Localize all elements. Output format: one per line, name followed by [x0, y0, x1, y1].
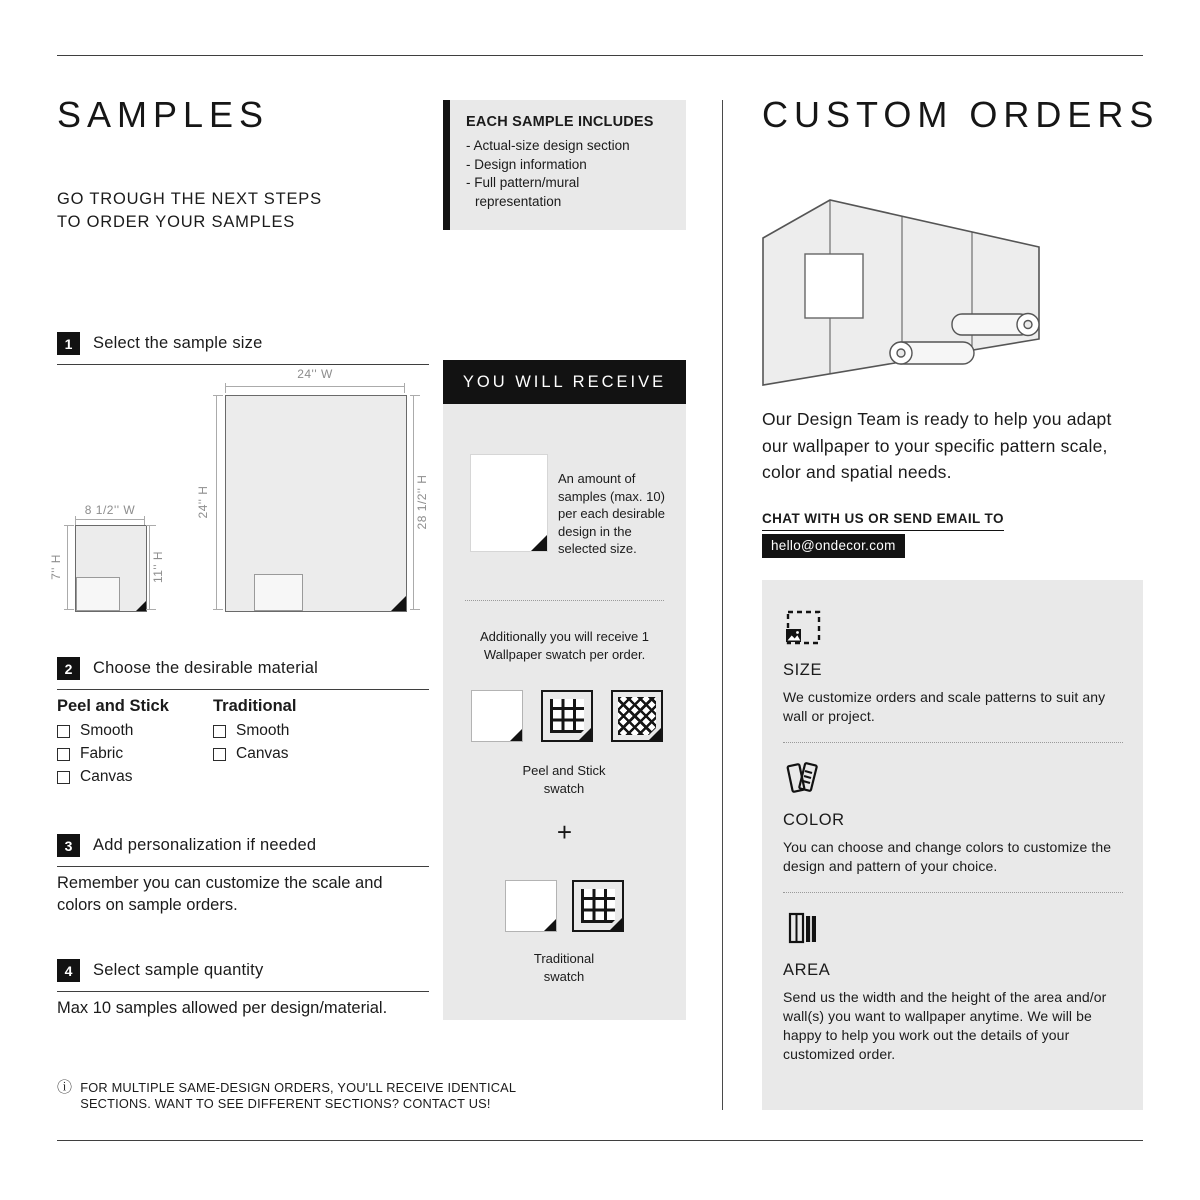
column-divider [722, 100, 723, 1110]
feature-size [783, 608, 1123, 726]
peel-and-stick-title: Peel and Stick [57, 697, 169, 715]
step-1-number: 1 [57, 332, 80, 355]
large-height-dimension-line-left [216, 395, 217, 610]
small-height-label-left: 7'' H [49, 554, 63, 580]
swatch-plain-graphic [505, 880, 557, 932]
wallpaper-rolls-icon [783, 908, 823, 948]
checkbox-icon[interactable] [57, 725, 70, 738]
material-option-label: Canvas [80, 768, 133, 785]
material-option-label: Fabric [80, 745, 124, 762]
folded-corner-icon [544, 919, 556, 931]
color-swatches-icon [783, 758, 823, 798]
additional-swatch-text: Additionally you will receive 1 Wallpaper swatch per order. [479, 629, 650, 662]
checkbox-icon[interactable] [57, 771, 70, 784]
folded-corner-icon [649, 728, 661, 740]
feature-area-text: Send us the width and the height of the area and/or wall(s) you want to wallpaper anytime. We will be happy to help you work out the details of your customized order. [783, 989, 1107, 1062]
dotted-divider [465, 600, 664, 601]
small-sample-rect [75, 525, 147, 612]
quantity-note: Max 10 samples allowed per design/material. [57, 999, 388, 1017]
small-width-label: 8 1/2'' W [84, 503, 136, 517]
dotted-divider [783, 892, 1123, 893]
step-2-row [57, 657, 429, 690]
custom-orders-intro: Our Design Team is ready to help you adapt our wallpaper to your specific pattern scale, color and spatial needs. [762, 409, 1112, 482]
material-option-label: Smooth [236, 722, 290, 739]
small-width-dimension-line [75, 519, 145, 520]
bottom-divider [57, 1140, 1143, 1141]
folded-corner-icon [510, 729, 522, 741]
footnote-text: FOR MULTIPLE SAME-DESIGN ORDERS, YOU'LL RECEIVE IDENTICAL SECTIONS. WANT TO SEE DIFFERENT SECTIONS? CONTACT US! [80, 1080, 516, 1111]
image-size-icon [783, 608, 823, 648]
email-container[interactable] [762, 534, 905, 558]
step-1-label: Select the sample size [93, 334, 263, 352]
peel-swatch-label: Peel and Stick swatch [522, 763, 606, 796]
plus-sign: + [556, 817, 573, 847]
material-peel-fabric[interactable] [57, 745, 123, 763]
info-icon: ⓘ [57, 1079, 73, 1096]
step-3-row [57, 834, 429, 867]
material-peel-canvas[interactable] [57, 768, 133, 786]
traditional-title: Traditional [213, 697, 297, 715]
step-1-row [57, 332, 429, 365]
step-3-label: Add personalization if needed [93, 836, 317, 854]
swatch-plain-graphic [471, 690, 523, 742]
sample-sheet-graphic [470, 454, 548, 552]
contact-label [762, 510, 1004, 531]
material-option-label: Smooth [80, 722, 134, 739]
contact-label-text: CHAT WITH US OR SEND EMAIL TO [762, 511, 1004, 531]
small-height-dimension-line-right [149, 525, 150, 610]
small-height-label-right: 11'' H [151, 550, 165, 584]
includes-item: - Actual-size design section [466, 137, 674, 156]
folded-corner-icon [610, 918, 622, 930]
step-4-number: 4 [57, 959, 80, 982]
small-sample-overlay-rect [76, 577, 120, 611]
feature-size-text: We customize orders and scale patterns to suit any wall or project. [783, 689, 1106, 724]
dotted-divider [783, 742, 1123, 743]
checkbox-icon[interactable] [57, 748, 70, 761]
samples-title: SAMPLES [57, 94, 270, 135]
email-link[interactable]: hello@ondecor.com [762, 534, 905, 558]
includes-item: - Full pattern/mural representation [466, 174, 635, 211]
large-sample-overlay-rect [254, 574, 303, 611]
includes-title: EACH SAMPLE INCLUDES [466, 114, 654, 130]
large-height-label-left: 24'' H [196, 485, 210, 519]
step-2-number: 2 [57, 657, 80, 680]
large-height-label-right: 28 1/2'' H [415, 474, 429, 530]
feature-area [783, 908, 1123, 1064]
you-will-receive-panel [443, 404, 686, 1020]
swatch-grid-graphic [572, 880, 624, 932]
feature-size-title: SIZE [783, 661, 823, 679]
material-traditional-smooth[interactable] [213, 722, 289, 740]
top-divider [57, 55, 1143, 56]
folded-corner-icon [136, 601, 146, 611]
feature-color-text: You can choose and change colors to customize the design and pattern of your choice. [783, 839, 1112, 874]
large-width-dimension-line [225, 386, 405, 387]
checkbox-icon[interactable] [213, 725, 226, 738]
large-sample-rect [225, 395, 407, 612]
feature-color-title: COLOR [783, 811, 845, 829]
swatch-grid-graphic [541, 690, 593, 742]
material-peel-smooth[interactable] [57, 722, 133, 740]
step-2-label: Choose the desirable material [93, 659, 319, 677]
step-4-row [57, 959, 429, 992]
samples-subtitle: GO TROUGH THE NEXT STEPS TO ORDER YOUR SAMPLES [57, 190, 322, 231]
footnote [57, 1080, 535, 1112]
wallpaper-wall-illustration [762, 197, 1042, 393]
step-3-number: 3 [57, 834, 80, 857]
personalization-note: Remember you can customize the scale and colors on sample orders. [57, 874, 383, 914]
large-width-label: 24'' W [297, 367, 333, 381]
feature-area-title: AREA [783, 961, 831, 979]
folded-corner-icon [391, 596, 406, 611]
feature-color [783, 758, 1123, 876]
swatch-crosshatch-graphic [611, 690, 663, 742]
folded-corner-icon [531, 535, 547, 551]
custom-order-features-panel [762, 580, 1143, 1110]
traditional-swatch-label: Traditional swatch [533, 951, 595, 984]
samples-amount-text: An amount of samples (max. 10) per each desirable design in the selected size. [558, 471, 665, 556]
checkbox-icon[interactable] [213, 748, 226, 761]
custom-orders-title: CUSTOM ORDERS [762, 94, 1160, 135]
each-sample-includes-panel [443, 100, 686, 230]
material-traditional-canvas[interactable] [213, 745, 289, 763]
step-4-label: Select sample quantity [93, 961, 264, 979]
large-height-dimension-line-right [413, 395, 414, 610]
you-will-receive-header: YOU WILL RECEIVE [443, 360, 686, 404]
folded-corner-icon [579, 728, 591, 740]
small-height-dimension-line-left [67, 525, 68, 610]
material-option-label: Canvas [236, 745, 289, 762]
includes-item: - Design information [466, 156, 674, 175]
